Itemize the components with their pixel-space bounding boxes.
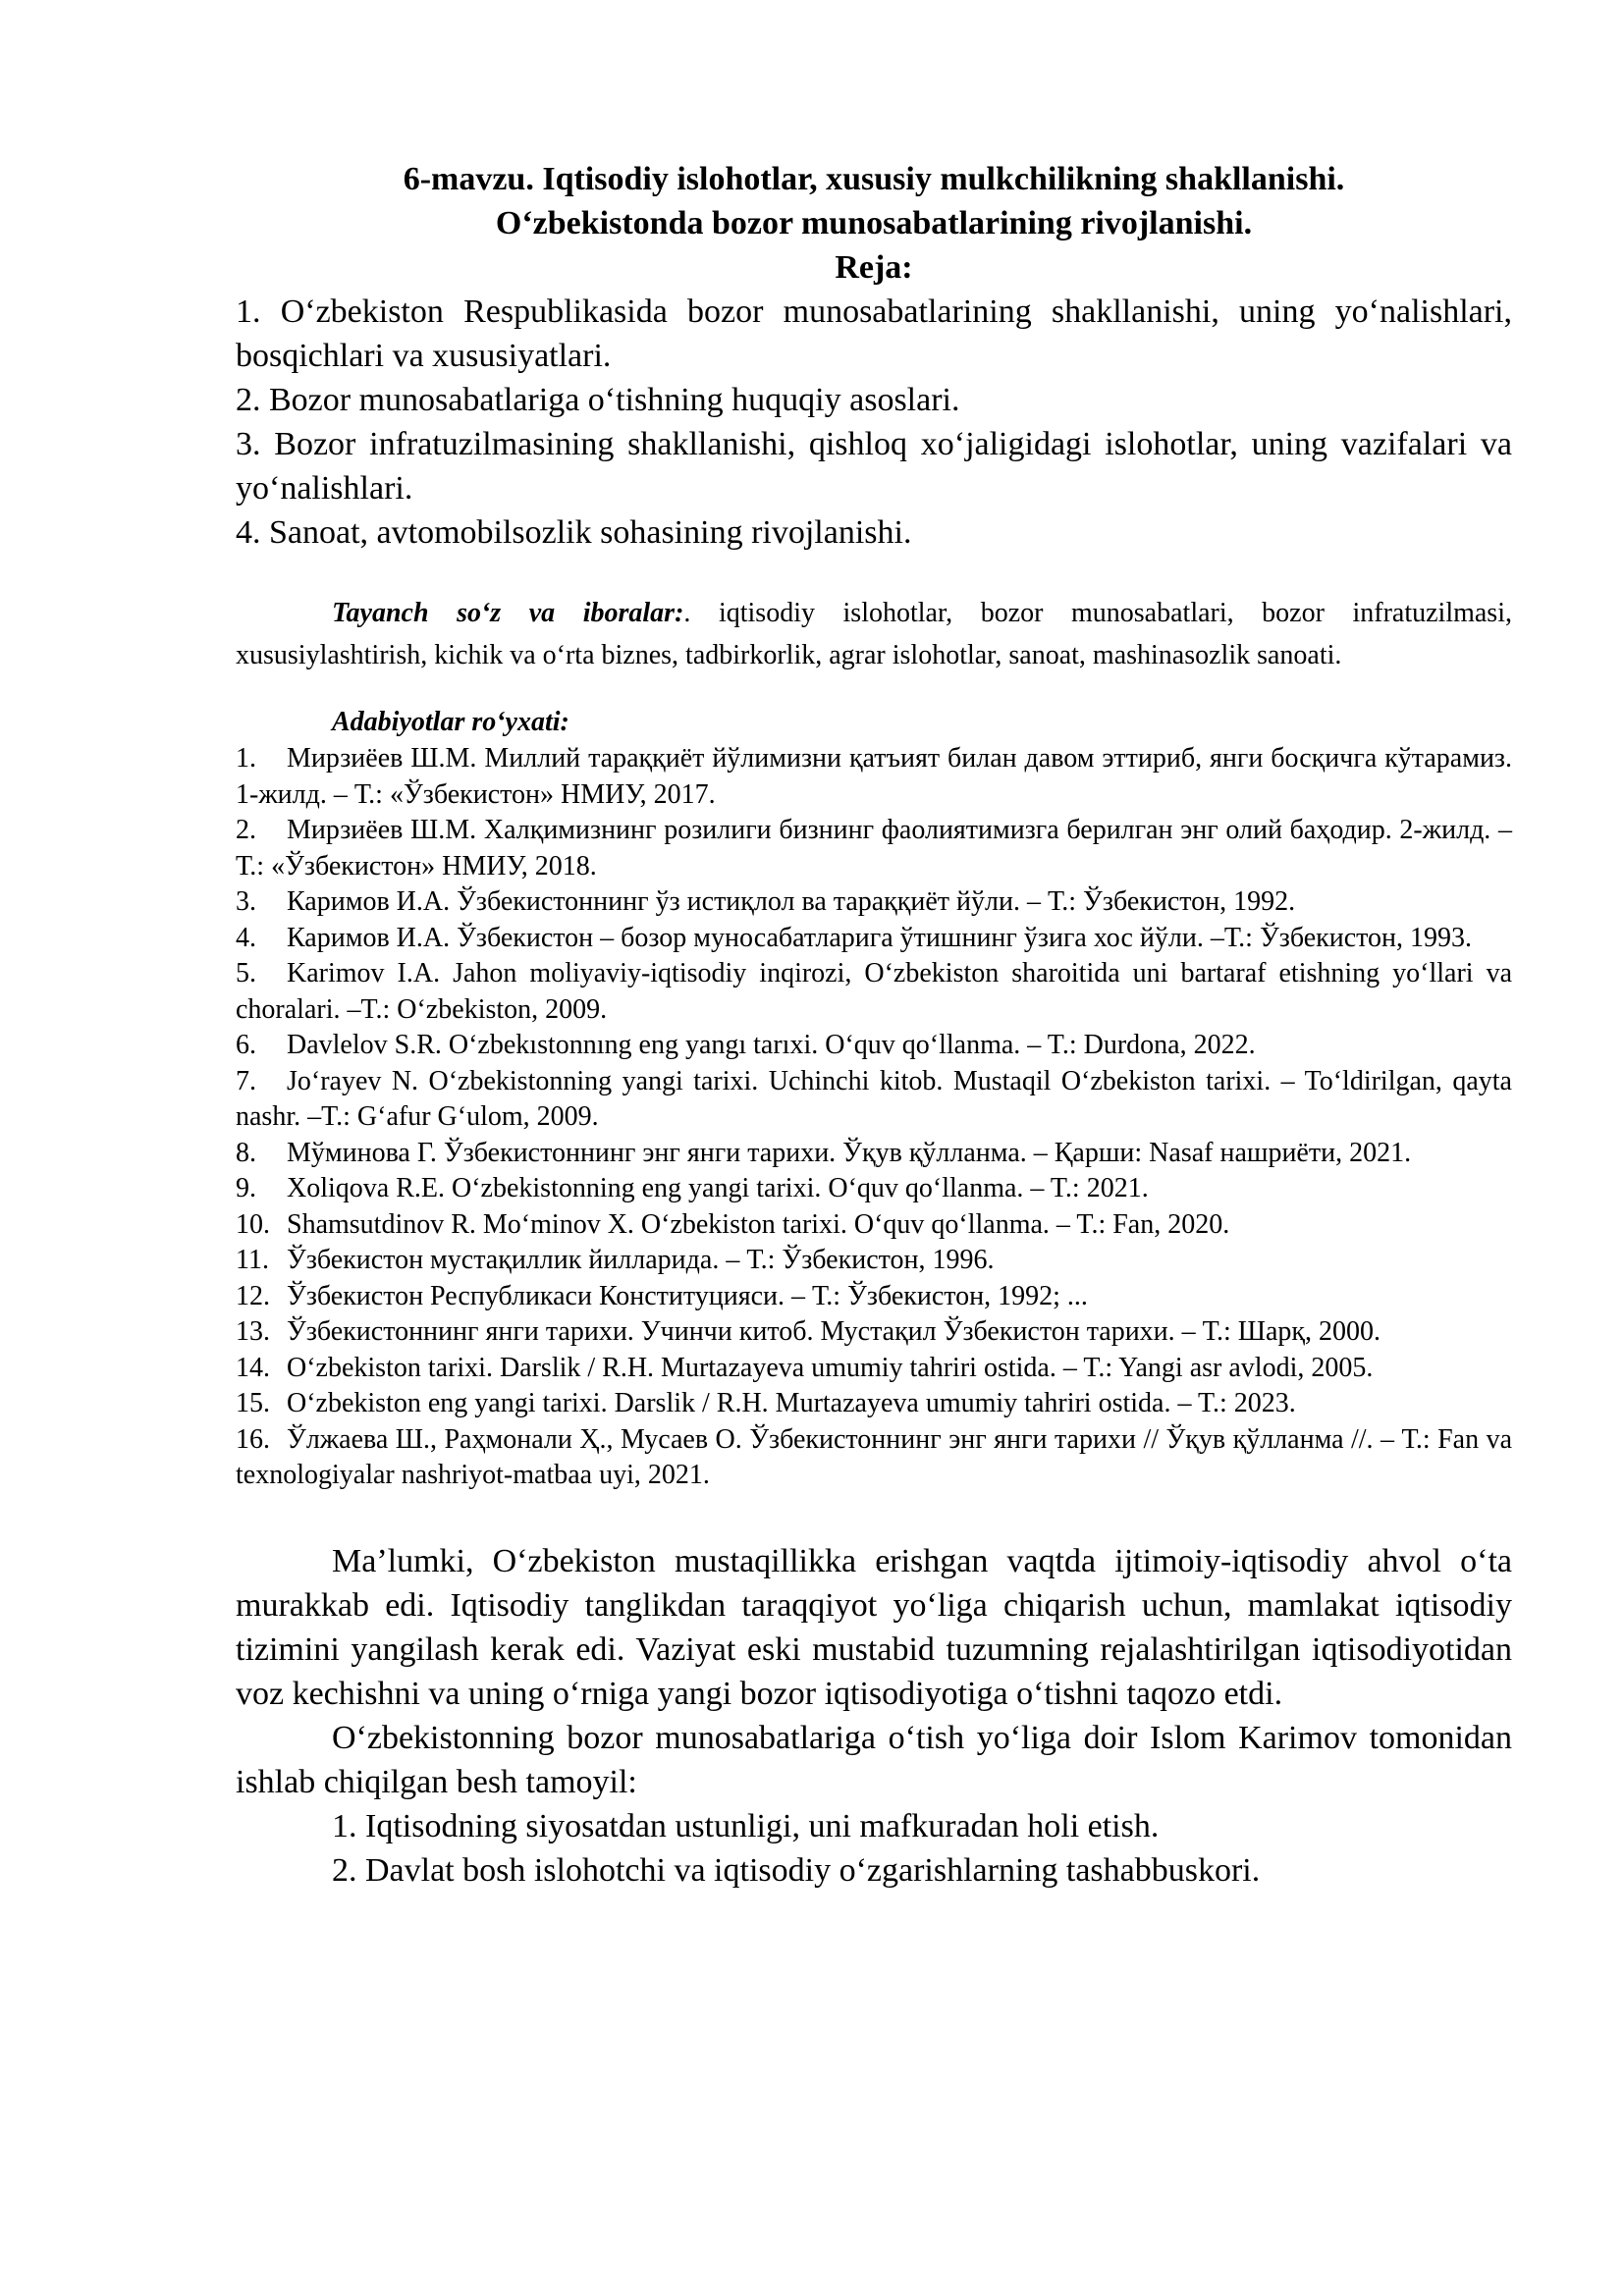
plan-item: 3. Bozor infratuzilmasining shakllanishi, qishloq xo‘jaligidagi islohotlar, uning vazifalari va yo‘nalishlari.	[236, 426, 1512, 507]
literature-heading: Adabiyotlar ro‘yxati:	[332, 707, 569, 737]
literature-item	[236, 1314, 1512, 1351]
literature-item	[236, 741, 1512, 813]
literature-item	[236, 921, 1512, 957]
plan-item: 2. Bozor munosabatlariga o‘tishning huquqiy asoslari.	[236, 382, 960, 418]
literature-item-number: 13.	[236, 1316, 270, 1347]
literature-item-number: 2.	[236, 815, 256, 845]
literature-item-number: 11.	[236, 1245, 269, 1275]
topic-title-line-1: 6-mavzu. Iqtisodiy islohotlar, xususiy mulkchilikning shakllanishi.	[403, 161, 1345, 197]
literature-item-number: 8.	[236, 1137, 256, 1168]
literature-item-text: Ўзбекистон мустақиллик йилларида. – Т.: Ўзбекистон, 1996.	[287, 1245, 995, 1275]
literature-item-number: 4.	[236, 922, 256, 953]
page-content	[236, 157, 1512, 1893]
literature-item-text: Каримов И.А. Ўзбекистоннинг ўз истиқлол ва тараққиёт йўли. – Т.: Ўзбекистон, 1992.	[287, 886, 1296, 917]
literature-item	[236, 884, 1512, 921]
literature-item-number: 7.	[236, 1065, 256, 1096]
plan-list	[236, 290, 1512, 555]
literature-item-text: Karimov I.A. Jahon moliyaviy-iqtisodiy inqirozi, O‘zbekiston sharoitida uni bartaraf etishning yo‘llari va choralari. –T.: O‘zbekiston, 2009.	[236, 958, 1512, 1025]
plan-item: 1. O‘zbekiston Respublikasida bozor munosabatlarining shakllanishi, uning yo‘nalishlari, bosqichlari va xususiyatlari.	[236, 294, 1512, 374]
literature-item	[236, 1243, 1512, 1279]
literature-item-text: Ўлжаева Ш., Раҳмонали Ҳ., Мусаев О. Ўзбекистоннинг энг янги тарихи // Ўқув қўлланма //. – Т.: Fan va texnologiyalar nashriyot-matbaa uyi, 2021.	[236, 1423, 1512, 1490]
literature-item-text: Davlelov S.R. O‘zbekıstonnıng eng yangı tarıxi. O‘quv qo‘llanma. – T.: Durdona, 2022.	[287, 1030, 1256, 1060]
principle-item: 1. Iqtisodning siyosatdan ustunligi, uni mafkuradan holi etish.	[332, 1807, 1160, 1844]
literature-item	[236, 1028, 1512, 1064]
literature-item-text: O‘zbekiston tarixi. Darslik / R.H. Murtazayeva umumiy tahriri ostida. – T.: Yangi asr avlodi, 2005.	[287, 1352, 1374, 1383]
literature-item	[236, 1171, 1512, 1207]
literature-item-text: Мирзиёев Ш.М. Халқимизнинг розилиги бизнинг фаолиятимизга берилган энг олий баҳодир. 2-жилд. – Т.: «Ўзбекистон» НМИУ, 2018.	[236, 815, 1512, 881]
literature-item	[236, 1136, 1512, 1172]
literature-item-number: 15.	[236, 1388, 270, 1418]
literature-item-number: 16.	[236, 1423, 270, 1455]
literature-item-number: 10.	[236, 1208, 270, 1240]
keywords-paragraph	[236, 592, 1512, 676]
plan-heading: Reja:	[835, 249, 913, 286]
literature-item	[236, 1064, 1512, 1136]
literature-item-text: Мўминова Г. Ўзбекистоннинг энг янги тарихи. Ўқув қўлланма. – Қарши: Nasaf нашриёти, 2021.	[287, 1137, 1412, 1168]
literature-item-number: 5.	[236, 958, 256, 988]
literature-item-text: Jo‘rayev N. O‘zbekistonning yangi tarixi. Uchinchi kitob. Mustaqil O‘zbekiston tarixi. – To‘ldirilgan, qayta nashr. –T.: G‘afur G‘ulom, 2009.	[236, 1065, 1512, 1132]
literature-item-number: 6.	[236, 1030, 256, 1060]
literature-item-text: Мирзиёев Ш.М. Миллий тараққиёт йўлимизни қатъият билан давом эттириб, янги босқичга кўтарамиз. 1-жилд. – Т.: «Ўзбекистон» НМИУ, 2017.	[236, 743, 1512, 810]
literature-item	[236, 813, 1512, 884]
literature-item-text: Xoliqova R.E. O‘zbekistonning eng yangi tarixi. O‘quv qo‘llanma. – T.: 2021.	[287, 1173, 1149, 1203]
literature-item-text: Ўзбекистон Республикаси Конституцияси. – Т.: Ўзбекистон, 1992; ...	[287, 1280, 1088, 1311]
literature-item-number: 1.	[236, 743, 256, 774]
literature-item-number: 3.	[236, 886, 256, 917]
literature-item	[236, 1351, 1512, 1387]
literature-item-text: Ўзбекистоннинг янги тарихи. Учинчи китоб. Мустақил Ўзбекистон тарихи. – Т.: Шарқ, 2000.	[287, 1316, 1381, 1347]
literature-item	[236, 1279, 1512, 1315]
literature-item-text: O‘zbekiston eng yangi tarixi. Darslik / R.H. Murtazayeva umumiy tahriri ostida. – T.: 2023.	[287, 1388, 1296, 1418]
literature-item	[236, 956, 1512, 1028]
body-paragraph: Ma’lumki, O‘zbekiston mustaqillikka erishgan vaqtda ijtimoiy-iqtisodiy ahvol o‘ta murakkab edi. Iqtisodiy tanglikdan taraqqiyot yo‘liga chiqarish uchun, mamlakat iqtisodiy tizimini yangilash kerak edi. Vaziyat eski mustabid tuzumning rejalashtirilgan iqtisodiyotidan voz kechishni va uning o‘rniga yangi bozor iqtisodiyotiga o‘tishni taqozo etdi.	[236, 1542, 1512, 1712]
literature-list	[236, 741, 1512, 1494]
keywords-text: . iqtisodiy islohotlar, bozor munosabatlari, bozor infratuzilmasi, xususiylashtirish, kichik va o‘rta biznes, tadbirkorlik, agrar islohotlar, sanoat, mashinasozlik sanoati.	[236, 598, 1512, 670]
topic-title-line-2: O‘zbekistonda bozor munosabatlarining rivojlanishi.	[495, 205, 1253, 241]
literature-item-number: 9.	[236, 1173, 256, 1203]
literature-item-text: Каримов И.А. Ўзбекистон – бозор муносабатларига ўтишнинг ўзига хос йўли. –Т.: Ўзбекистон, 1993.	[287, 922, 1472, 953]
literature-item-number: 12.	[236, 1280, 270, 1311]
principle-item: 2. Davlat bosh islohotchi va iqtisodiy o‘zgarishlarning tashabbuskori.	[332, 1851, 1261, 1889]
literature-item	[236, 1386, 1512, 1422]
literature-item-text: Shamsutdinov R. Mo‘minov X. O‘zbekiston tarixi. O‘quv qo‘llanma. – T.: Fan, 2020.	[287, 1208, 1230, 1240]
literature-item	[236, 1422, 1512, 1494]
literature-item	[236, 1207, 1512, 1244]
body-paragraph: O‘zbekistonning bozor munosabatlariga o‘tish yo‘liga doir Islom Karimov tomonidan ishlab chiqilgan besh tamoyil:	[236, 1719, 1512, 1800]
literature-item-number: 14.	[236, 1352, 270, 1383]
keywords-label: Tayanch so‘z va iboralar:	[332, 598, 684, 628]
plan-item: 4. Sanoat, avtomobilsozlik sohasining rivojlanishi.	[236, 514, 912, 551]
